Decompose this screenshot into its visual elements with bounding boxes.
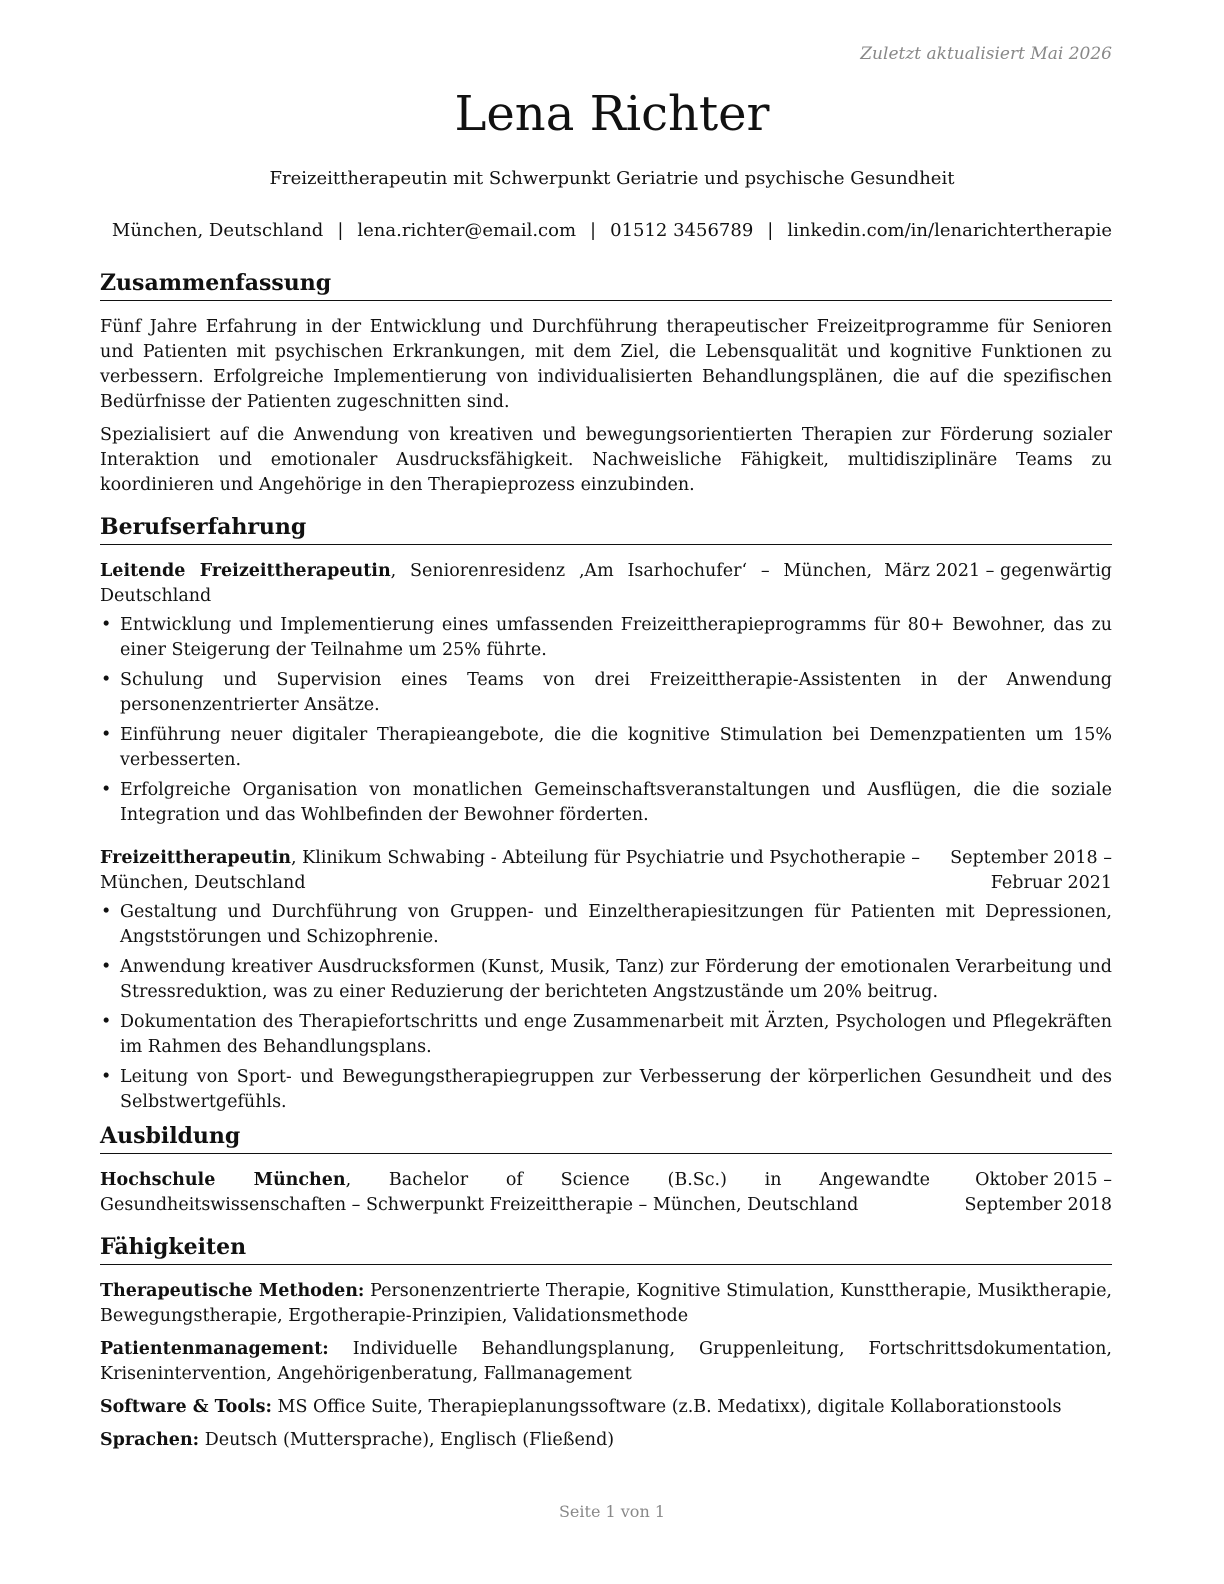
contact-email[interactable]: lena.richter@email.com (357, 220, 577, 241)
skill-line (100, 1337, 1112, 1387)
skill-line (100, 1395, 1112, 1420)
skill-value: Personenzentrierte Therapie, Kognitive Stimulation, Kunsttherapie, Musiktherapie, Bewegungstherapie, Ergotherapie-Prinzipien, Validationsmethode (100, 1281, 1112, 1326)
skills-section (100, 1232, 1112, 1453)
section-title-education: Ausbildung (100, 1121, 1112, 1154)
list-item: • Schulung und Supervision eines Teams von drei Freizeittherapie-Assistenten in der Anwendung personenzentrierter Ansätze. (120, 668, 1112, 718)
contact-linkedin[interactable]: linkedin.com/in/lenarichtertherapie (787, 220, 1113, 241)
summary-paragraph: Spezialisiert auf die Anwendung von kreativen und bewegungsorientierten Therapien zur Förderung sozialer Interaktion und emotionaler Ausdrucksfähigkeit. Nachweisliche Fähigkeit, multidisziplinäre Teams zu koordinieren und Angehörige in den Therapieprozess einzubinden. (100, 425, 1112, 495)
list-item: • Gestaltung und Durchführung von Gruppen- und Einzeltherapiesitzungen für Patienten mit Depressionen, Angststörungen und Schizophrenie. (120, 900, 1112, 950)
contact-phone[interactable]: 01512 3456789 (610, 220, 754, 241)
education-degree: , Bachelor of Science (B.Sc.) in Angewandte Gesundheitswissenschaften – Schwerpunkt Freizeittherapie – München, Deutschland (100, 1170, 930, 1215)
education-line (100, 1168, 942, 1218)
contact-separator: | (590, 220, 597, 241)
job-entry (100, 846, 1112, 1115)
page-number: Seite 1 von 1 (558, 1502, 666, 1521)
skill-label: Patientenmanagement: (100, 1339, 329, 1359)
job-title-line (100, 846, 932, 896)
list-item: • Dokumentation des Therapiefortschritts und enge Zusammenarbeit mit Ärzten, Psychologen und Pflegekräften im Rahmen des Behandlungsplans. (120, 1010, 1112, 1060)
experience-section (100, 512, 1112, 1115)
education-dates: Oktober 2015 – September 2018 (964, 1170, 1112, 1215)
job-role: Freizeittherapeutin (100, 848, 291, 868)
job-org: , Klinikum Schwabing - Abteilung für Psychiatrie und Psychotherapie – München, Deutschland (100, 848, 920, 893)
list-item: • Anwendung kreativer Ausdrucksformen (Kunst, Musik, Tanz) zur Förderung der emotionalen Verarbeitung und Stressreduktion, was zu einer Reduzierung der berichteten Angstzustände um 20% beitrug. (120, 955, 1112, 1005)
job-role: Leitende Freizeittherapeutin (100, 561, 391, 581)
list-item: • Leitung von Sport- und Bewegungstherapiegruppen zur Verbesserung der körperlichen Gesundheit und des Selbstwertgefühls. (120, 1065, 1112, 1115)
headline: Freizeittherapeutin mit Schwerpunkt Geriatrie und psychische Gesundheit (269, 168, 955, 189)
list-item: • Einführung neuer digitaler Therapieangebote, die die kognitive Stimulation bei Demenzpatienten um 15% verbesserten. (120, 723, 1112, 773)
education-school: Hochschule München (100, 1170, 346, 1190)
job-bullets (100, 613, 1112, 828)
summary-paragraph: Fünf Jahre Erfahrung in der Entwicklung und Durchführung therapeutischer Freizeitprogramme für Senioren und Patienten mit psychischen Erkrankungen, mit dem Ziel, die Lebensqualität und kognitive Funktionen zu verbessern. Erfolgreiche Implementierung von individualisierten Behandlungsplänen, die auf die spezifischen Bedürfnisse der Patienten zugeschnitten sind. (100, 317, 1112, 412)
job-header (100, 846, 1112, 896)
contact-line (0, 220, 1224, 241)
contact-location: München, Deutschland (111, 220, 324, 241)
summary-section (100, 268, 1112, 498)
section-title-summary: Zusammenfassung (100, 268, 1112, 301)
contact-separator: | (337, 220, 344, 241)
job-org: , Seniorenresidenz ‚Am Isarhochufer‘ – München, Deutschland (100, 561, 873, 606)
list-item: • Entwicklung und Implementierung eines umfassenden Freizeittherapieprogramms für 80+ Bewohner, das zu einer Steigerung der Teilnahme um 25% führte. (120, 613, 1112, 663)
job-dates: September 2018 – Februar 2021 (950, 848, 1112, 893)
candidate-name: Lena Richter (454, 86, 770, 142)
contact-separator: | (767, 220, 774, 241)
last-updated: Zuletzt aktualisiert Mai 2026 (860, 44, 1112, 64)
skill-line (100, 1428, 1112, 1453)
skill-value: Individuelle Behandlungsplanung, Gruppenleitung, Fortschrittsdokumentation, Krisenintervention, Angehörigenberatung, Fallmanagement (100, 1339, 1112, 1384)
education-entry (100, 1168, 1112, 1218)
skill-value: MS Office Suite, Therapieplanungssoftware (z.B. Medatixx), digitale Kollaborationstools (271, 1397, 1062, 1417)
job-title-line (100, 559, 884, 609)
skill-label: Therapeutische Methoden: (100, 1281, 365, 1301)
skill-label: Sprachen: (100, 1430, 200, 1450)
job-bullets (100, 900, 1112, 1115)
job-header (100, 559, 1112, 609)
resume-body (100, 268, 1112, 1453)
skill-line (100, 1279, 1112, 1329)
section-title-experience: Berufserfahrung (100, 512, 1112, 545)
job-dates: März 2021 – gegenwärtig (884, 561, 1112, 581)
skill-value: Deutsch (Muttersprache), Englisch (Fließend) (199, 1430, 615, 1450)
job-entry (100, 559, 1112, 828)
education-section (100, 1121, 1112, 1218)
list-item: • Erfolgreiche Organisation von monatlichen Gemeinschaftsveranstaltungen und Ausflügen, die die soziale Integration und das Wohlbefinden der Bewohner förderten. (120, 778, 1112, 828)
section-title-skills: Fähigkeiten (100, 1232, 1112, 1265)
skill-label: Software & Tools: (100, 1397, 272, 1417)
